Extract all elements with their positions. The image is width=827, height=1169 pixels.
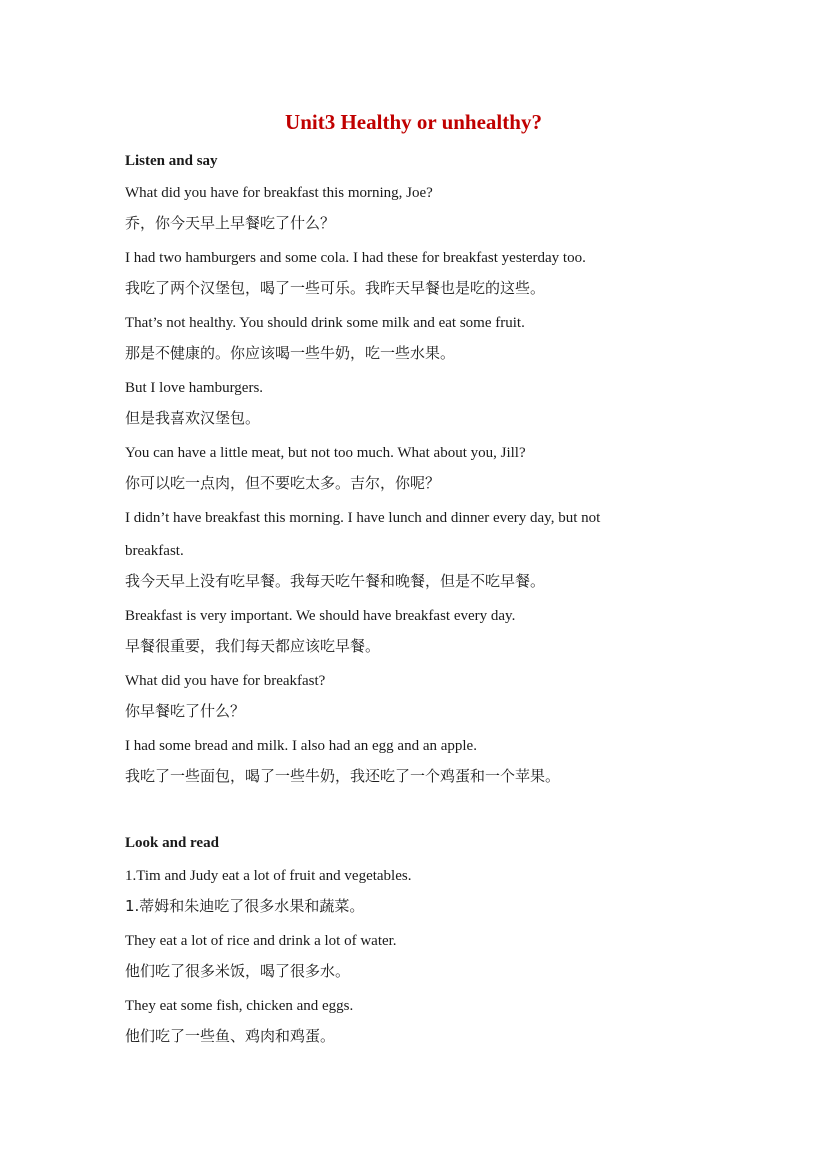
text-line: But I love hamburgers. bbox=[125, 380, 264, 396]
text-line: 你早餐吃了什么？ bbox=[125, 702, 246, 720]
text-line: 乔，你今天早上早餐吃了什么？ bbox=[125, 214, 336, 232]
text-line: They eat a lot of rice and drink a lot of water. bbox=[125, 933, 397, 949]
section-heading-listen-and-say: Listen and say bbox=[125, 153, 218, 169]
text-line: breakfast. bbox=[125, 543, 184, 559]
text-line: What did you have for breakfast this morning, Joe? bbox=[125, 185, 433, 201]
text-line: 1.Tim and Judy eat a lot of fruit and vegetables. bbox=[125, 868, 412, 884]
text-line: You can have a little meat, but not too much. What about you, Jill? bbox=[125, 445, 526, 461]
text-line: 早餐很重要，我们每天都应该吃早餐。 bbox=[125, 637, 381, 655]
text-line: That’s not healthy. You should drink some milk and eat some fruit. bbox=[125, 315, 525, 331]
text-line: 他们吃了一些鱼、鸡肉和鸡蛋。 bbox=[125, 1027, 336, 1045]
text-line: 我吃了两个汉堡包，喝了一些可乐。我昨天早餐也是吃的这些。 bbox=[125, 279, 546, 297]
text-line: They eat some fish, chicken and eggs. bbox=[125, 998, 354, 1014]
text-line: 但是我喜欢汉堡包。 bbox=[125, 409, 261, 427]
section-heading-look-and-read: Look and read bbox=[125, 835, 219, 851]
text-line: Breakfast is very important. We should have breakfast every day. bbox=[125, 608, 516, 624]
page-title: Unit3 Healthy or unhealthy? bbox=[285, 110, 542, 134]
text-line: 你可以吃一点肉，但不要吃太多。吉尔，你呢？ bbox=[125, 474, 441, 492]
text-line: I didn’t have breakfast this morning. I have lunch and dinner every day, but not bbox=[125, 510, 601, 526]
text-line: 1.蒂姆和朱迪吃了很多水果和蔬菜。 bbox=[125, 897, 365, 915]
text-line: I had two hamburgers and some cola. I had these for breakfast yesterday too. bbox=[125, 250, 586, 266]
text-line: 我今天早上没有吃早餐。我每天吃午餐和晚餐，但是不吃早餐。 bbox=[125, 572, 546, 590]
text-line: I had some bread and milk. I also had an egg and an apple. bbox=[125, 738, 477, 754]
text-line: 那是不健康的。你应该喝一些牛奶，吃一些水果。 bbox=[125, 344, 456, 362]
text-line: What did you have for breakfast? bbox=[125, 673, 326, 689]
text-line: 他们吃了很多米饭，喝了很多水。 bbox=[125, 962, 351, 980]
text-line: 我吃了一些面包，喝了一些牛奶，我还吃了一个鸡蛋和一个苹果。 bbox=[125, 767, 561, 785]
